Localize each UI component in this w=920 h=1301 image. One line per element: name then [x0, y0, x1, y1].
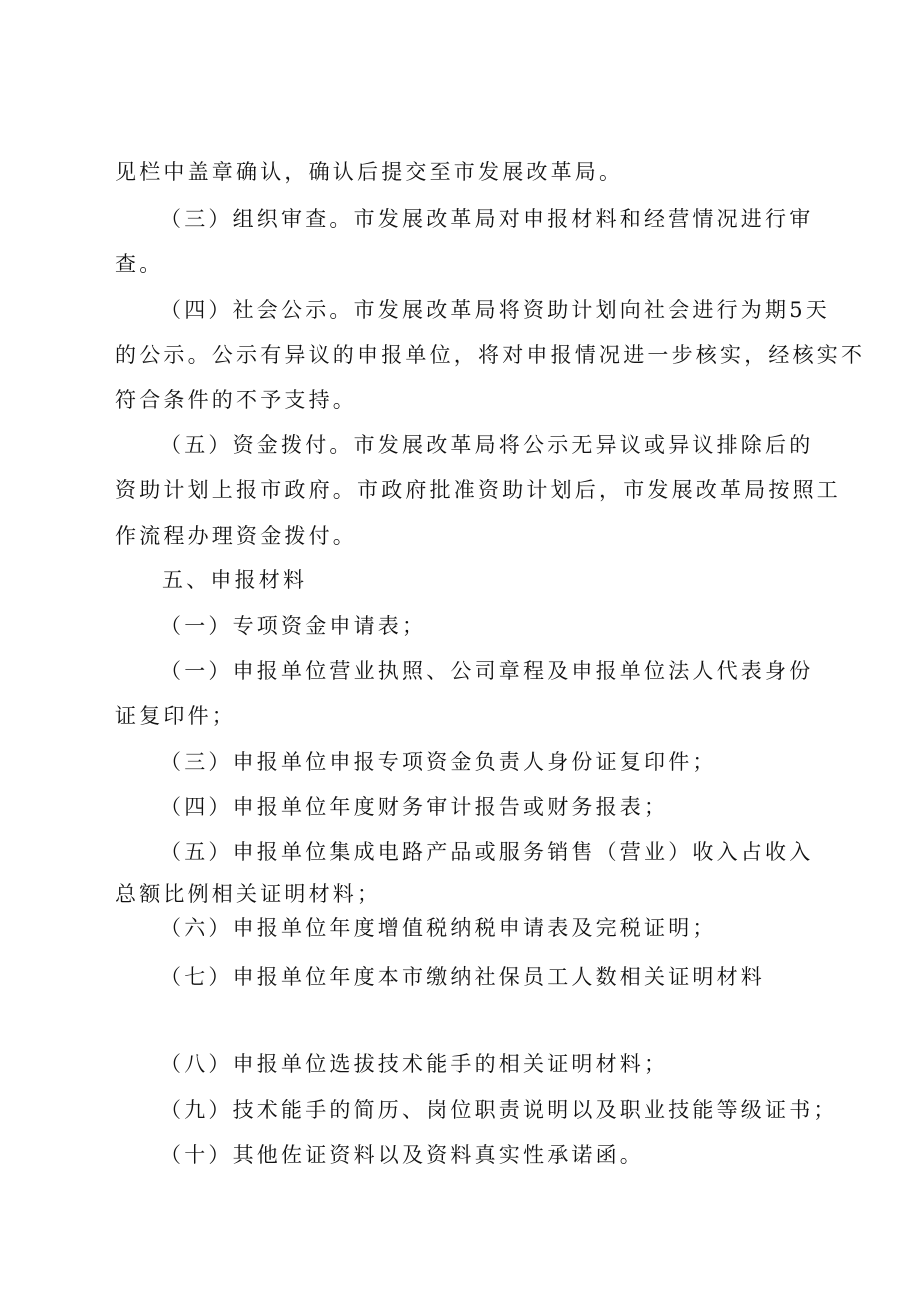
text-line: 总额比例相关证明材料； [115, 882, 382, 906]
text-line: 的公示。公示有异议的申报单位，将对申报情况进一步核实，经核实不 [115, 343, 866, 367]
text-line: 证复印件； [115, 704, 236, 728]
list-item: （七）申报单位年度本市缴纳社保员工人数相关证明材料 [160, 965, 765, 989]
text-line: （五）资金拨付。市发展改革局将公示无异议或异议排除后的 [160, 433, 814, 457]
list-item: （十）其他佐证资料以及资料真实性承诺函。 [160, 1143, 644, 1167]
text-line: 查。 [115, 252, 164, 276]
list-item: （六）申报单位年度增值税纳税申请表及完税证明； [160, 916, 717, 940]
list-item: （五）申报单位集成电路产品或服务销售（营业）收入占收入 [160, 840, 814, 864]
list-item: （三）申报单位申报专项资金负责人身份证复印件； [160, 750, 717, 774]
list-item: （九）技术能手的简历、岗位职责说明以及职业技能等级证书； [160, 1098, 838, 1122]
list-item: （一）专项资金申请表； [160, 614, 427, 638]
text-line: 作流程办理资金拨付。 [115, 524, 357, 548]
text-line: （三）组织审查。市发展改革局对申报材料和经营情况进行审 [160, 207, 814, 231]
list-item: （四）申报单位年度财务审计报告或财务报表； [160, 795, 669, 819]
section-heading: 五、申报材料 [162, 568, 308, 592]
list-item: （八）申报单位选拔技术能手的相关证明材料； [160, 1052, 669, 1076]
text-line: 见栏中盖章确认，确认后提交至市发展改革局。 [115, 160, 624, 184]
list-item: （一）申报单位营业执照、公司章程及申报单位法人代表身份 [160, 659, 814, 683]
text-line: 符合条件的不予支持。 [115, 388, 357, 412]
text-line: 资助计划上报市政府。市政府批准资助计划后，市发展改革局按照工 [115, 478, 841, 502]
text-line: （四）社会公示。市发展改革局将资助计划向社会进行为期5天 [160, 298, 830, 322]
